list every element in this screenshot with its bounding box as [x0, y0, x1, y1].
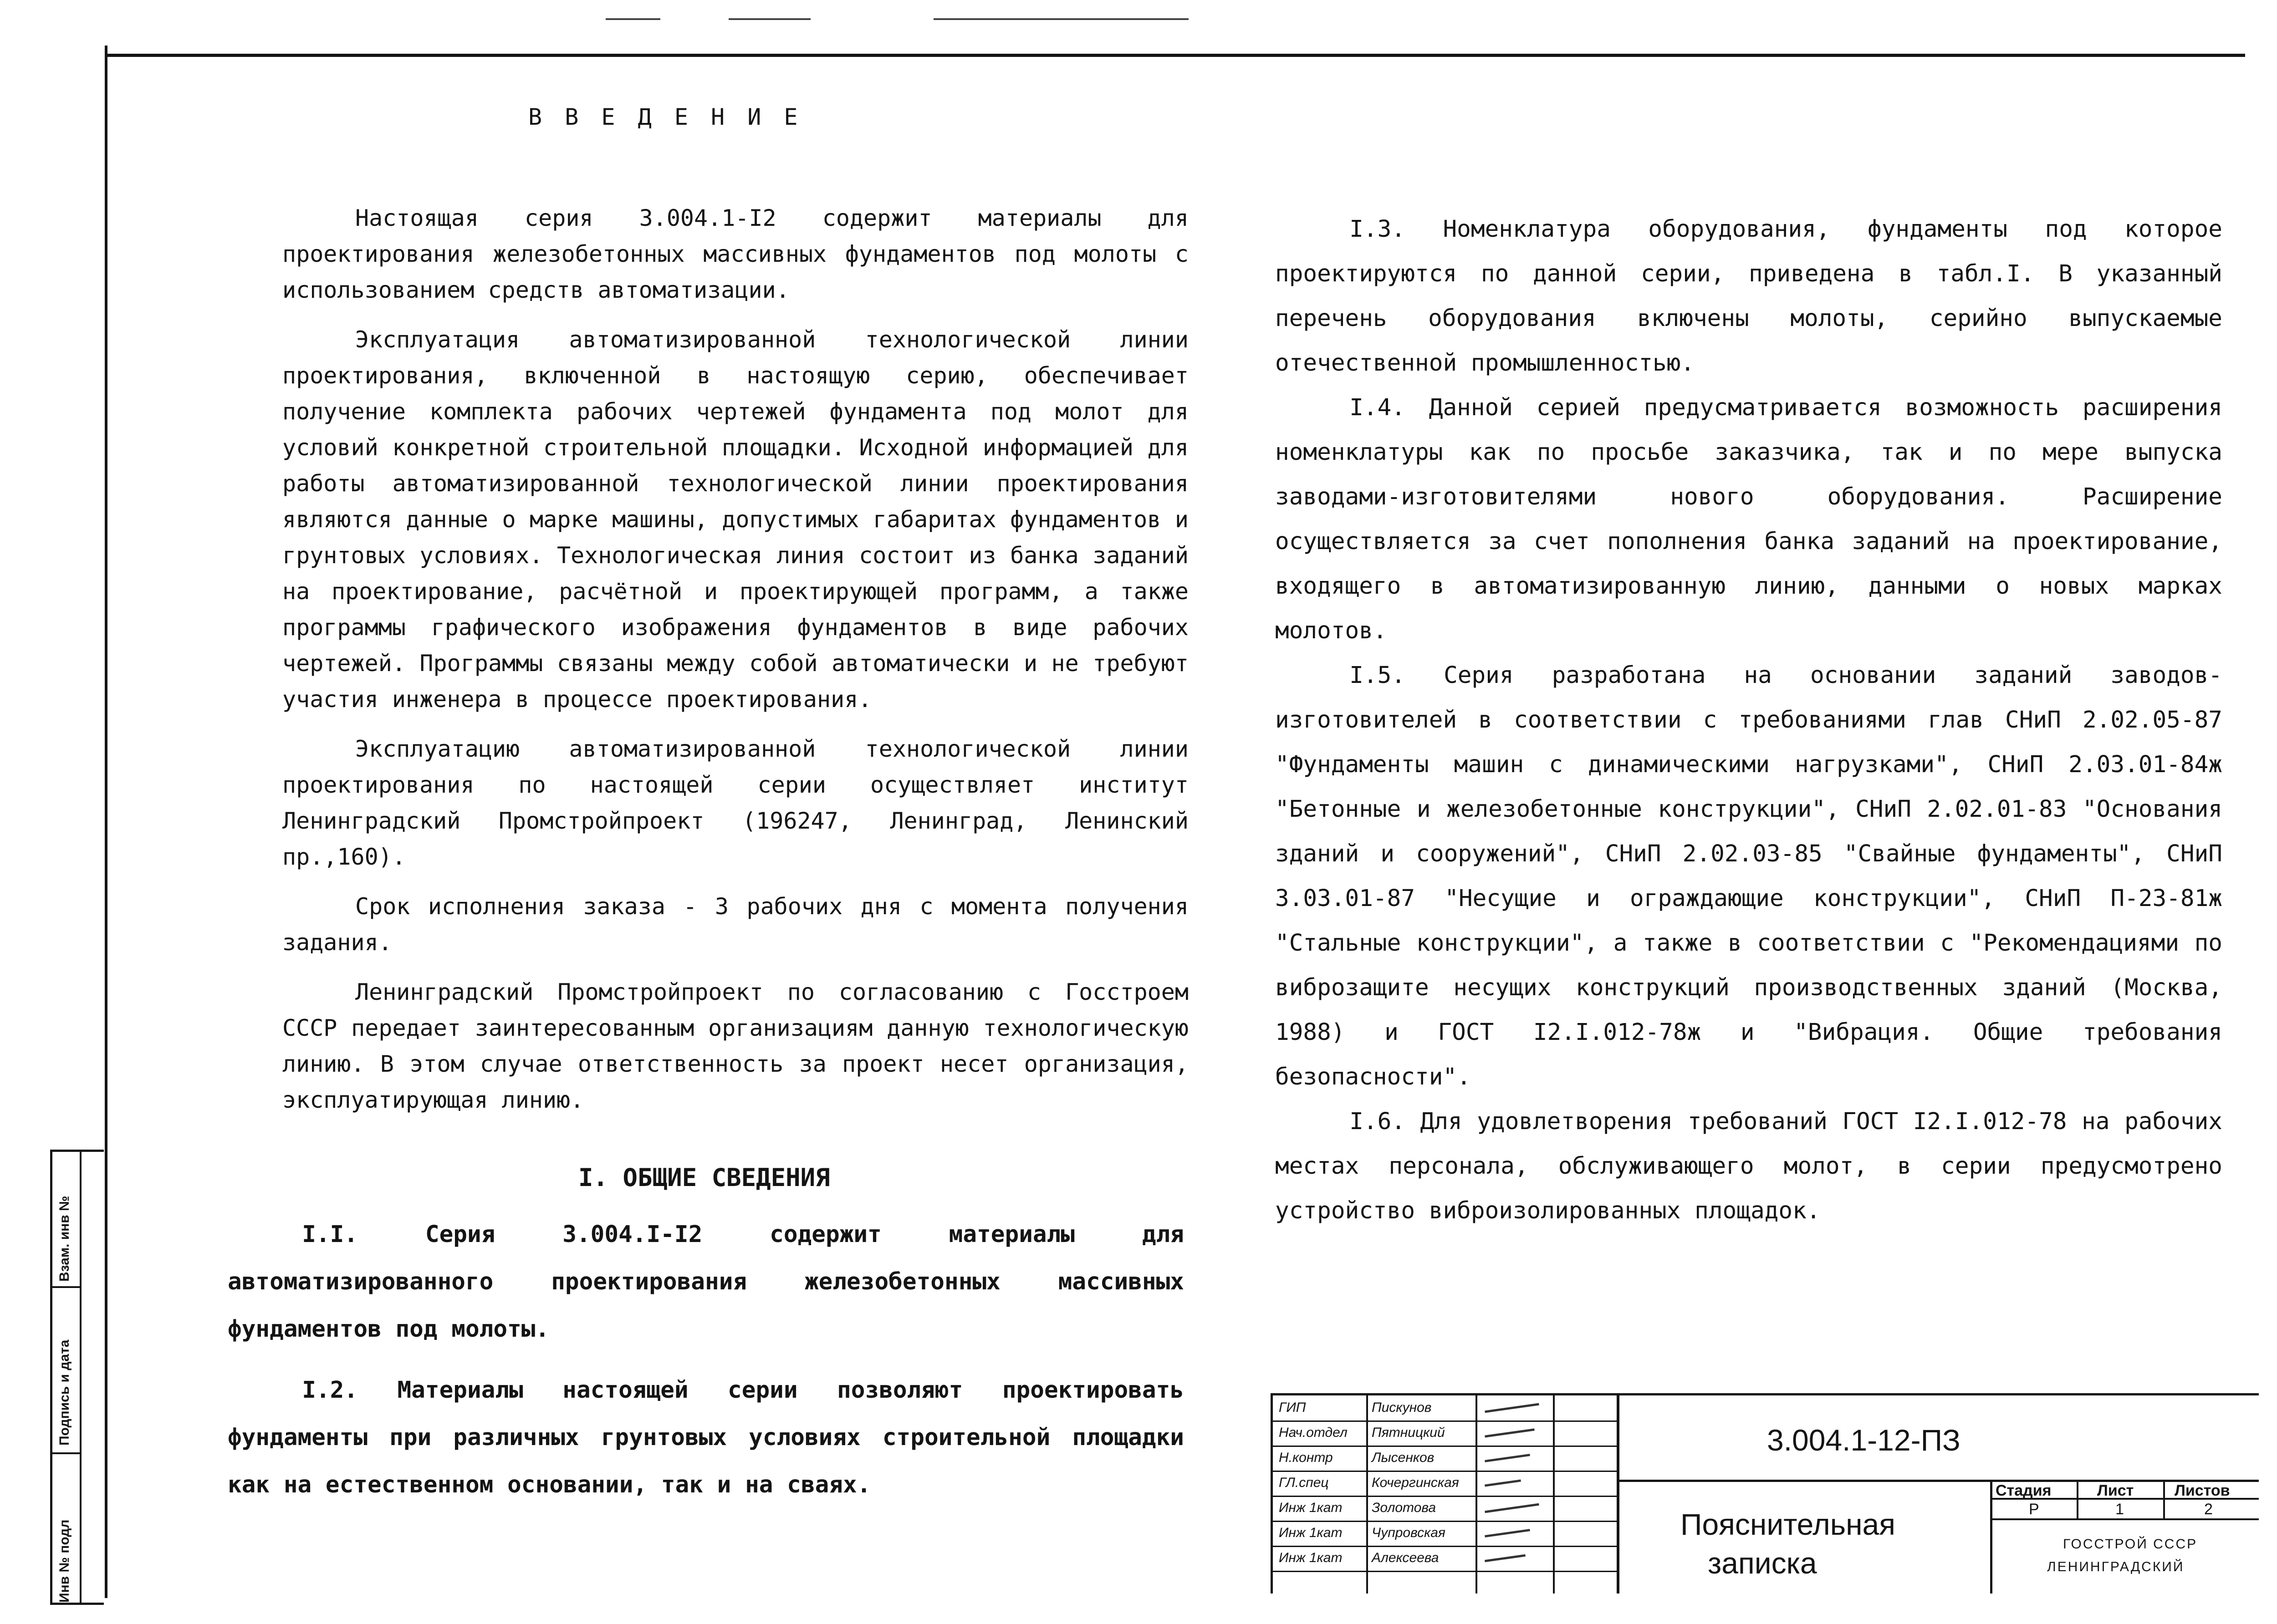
list-label: Лист: [2097, 1482, 2134, 1499]
scan-artifact: [729, 18, 811, 20]
intro-body: [282, 200, 1189, 1118]
intro-paragraph: Ленинградский Промстройпроект по согласованию с Госстроем СССР передает заинтересованным организациям данную технологическую линию. В этом случае ответственность за проект несет организация, эксплуатирующая линию.: [282, 979, 1189, 1113]
name-cell: Кочергинская: [1372, 1475, 1459, 1490]
name-cell: Пятницкий: [1372, 1425, 1445, 1440]
signature: [1485, 1403, 1539, 1413]
name-cell: Алексеева: [1372, 1550, 1439, 1565]
role-cell: Н.контр: [1279, 1450, 1333, 1465]
section-paragraph: I.I. Серия 3.004.I-I2 содержит материалы для автоматизированного проектирования железобетонных массивных фундаментов под молоты.: [228, 1221, 1184, 1343]
signature: [1485, 1454, 1530, 1462]
intro-paragraph: Эксплуатация автоматизированной технологической линии проектирования, включенной в настоящую серию, обеспечивает получение комплекта рабочих чертежей фундамента под молот для условий конкретной строительной площадки. Исходной информацией для работы автоматизированной технологической линии проектирования являются данные о марке машины, допустимых габаритах фундаментов и грунтовых условиях. Технологическая линия состоит из банка заданий на проектирование, расчётной и проектирующей программ, а также программы графического изображения фундаментов в виде рабочих чертежей. Программы связаны между собой автоматически и не требуют участия инженера в процессе проектирования.: [282, 326, 1189, 713]
name-cell: Чупровская: [1372, 1525, 1445, 1540]
scan-artifact: [606, 18, 660, 20]
role-cell: Нач.отдел: [1279, 1425, 1348, 1440]
org-line1: ГОССТРОЙ СССР: [2063, 1537, 2198, 1552]
role-cell: Инж 1кат: [1279, 1550, 1343, 1565]
role-cell: Инж 1кат: [1279, 1500, 1343, 1515]
name-cell: Пискунов: [1372, 1400, 1432, 1415]
vzam-inv-label: Взам. инв №: [57, 1196, 72, 1282]
document-code: 3.004.1-12-ПЗ: [1767, 1423, 1960, 1457]
document-title-line2: записка: [1708, 1546, 1817, 1580]
title-block: [1271, 1393, 2259, 1593]
intro-paragraph: Срок исполнения заказа - 3 рабочих дня с момента получения задания.: [282, 893, 1189, 956]
role-cell: ГЛ.спец: [1279, 1475, 1329, 1490]
frame-left-border: [105, 46, 107, 1598]
section-title: I. ОБЩИЕ СВЕДЕНИЯ: [578, 1163, 830, 1192]
role-cell: Инж 1кат: [1279, 1525, 1343, 1540]
intro-paragraph: Настоящая серия 3.004.1-I2 содержит материалы для проектирования железобетонных массивных фундаментов под молоты с использованием средств автоматизации.: [282, 205, 1189, 303]
signature: [1485, 1503, 1539, 1513]
scan-artifact: [934, 18, 1189, 20]
section1-right-body: [1275, 207, 2222, 1233]
name-cell: Лысенков: [1372, 1450, 1435, 1465]
stadiya-value: Р: [2029, 1501, 2039, 1518]
signature: [1485, 1529, 1530, 1537]
list-value: 1: [2115, 1501, 2124, 1518]
signature: [1485, 1479, 1521, 1487]
signature: [1485, 1428, 1535, 1437]
role-cell: ГИП: [1279, 1400, 1306, 1415]
section-paragraph: I.2. Материалы настоящей серии позволяют проектировать фундаменты при различных грунтовых условиях строительной площадки как на естественном основании, так и на сваях.: [228, 1377, 1184, 1498]
name-cell: Золотова: [1372, 1500, 1436, 1515]
section-paragraph: I.6. Для удовлетворения требований ГОСТ I2.I.012-78 на рабочих местах персонала, обслуживающего молот, в серии предусмотрено устройство виброизолированных площадок.: [1275, 1108, 2222, 1224]
section1-left-body: [228, 1211, 1184, 1509]
intro-heading: В В Е Д Е Н И Е: [528, 104, 802, 130]
signature: [1485, 1554, 1526, 1562]
section-paragraph: I.5. Серия разработана на основании заданий заводов-изготовителей в соответствии с требованиями глав СНиП 2.02.05-87 "Фундаменты машин с динамическими нагрузками", СНиП 2.03.01-84ж "Бетонные и железобетонные конструкции", СНиП 2.02.01-83 "Основания зданий и сооружений", СНиП 2.02.03-85 "Свайные фундаменты", СНиП 3.03.01-87 "Несущие и ограждающие конструкции", СНиП П-23-81ж "Стальные конструкции", а также в соответствии с "Рекомендациями по виброзащите несущих конструкций производственных зданий (Москва, 1988) и ГОСТ I2.I.012-78ж и "Вибрация. Общие требования безопасности".: [1275, 662, 2222, 1090]
section-paragraph: I.3. Номенклатура оборудования, фундаменты под которое проектируются по данной серии, приведена в табл.I. В указанный перечень оборудования включены молоты, серийно выпускаемые отечественной промышленностью.: [1275, 216, 2222, 377]
margin-stamp-strip: [50, 1150, 104, 1605]
document-title-line1: Пояснительная: [1680, 1507, 1895, 1541]
listov-label: Листов: [2175, 1482, 2230, 1499]
inv-podl-label: Инв № подл: [57, 1519, 72, 1603]
stadiya-label: Стадия: [1996, 1482, 2052, 1499]
podpis-data-label: Подпись и дата: [57, 1339, 72, 1446]
listov-value: 2: [2204, 1501, 2213, 1518]
frame-top-border: [105, 54, 2245, 57]
org-line2: ЛЕНИНГРАДСКИЙ: [2047, 1559, 2185, 1574]
section-paragraph: I.4. Данной серией предусматривается возможность расширения номенклатуры как по просьбе заказчика, так и по мере выпуска заводами-изготовителями нового оборудования. Расширение осуществляется за счет пополнения банка заданий на проектирование, входящего в автоматизированную линию, данными о новых марках молотов.: [1275, 394, 2222, 644]
intro-paragraph: Эксплуатацию автоматизированной технологической линии проектирования по настоящей серии осуществляет институт Ленинградский Промстройпроект (196247, Ленинград, Ленинский пр.,160).: [282, 736, 1189, 870]
